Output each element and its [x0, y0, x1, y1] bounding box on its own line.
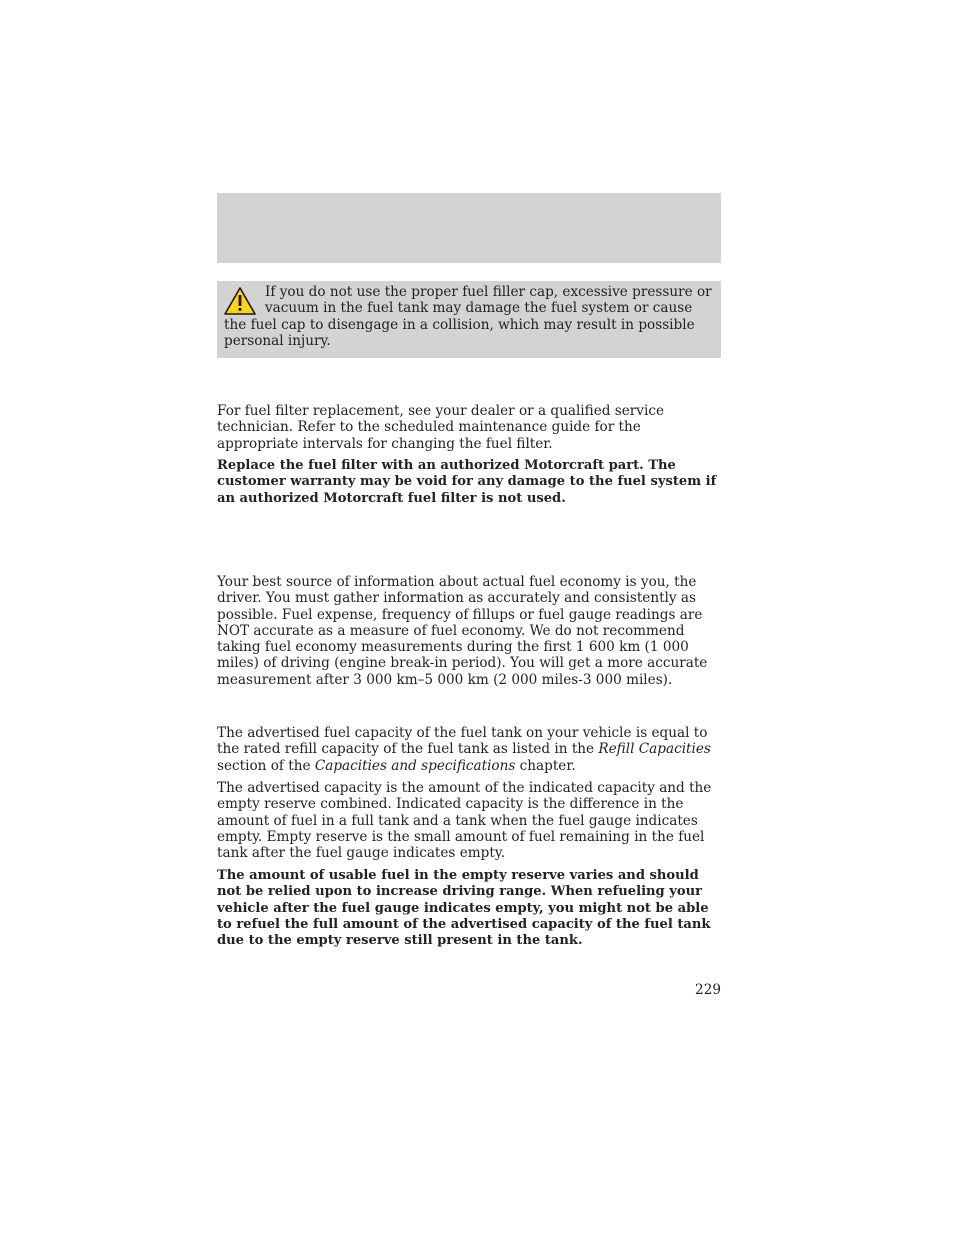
- warning-box: [217, 281, 721, 358]
- capacities-chapter-reference: Capacities and specifications: [314, 757, 516, 774]
- fuel-capacity-warning-note: The amount of usable fuel in the empty reserve varies and should not be relied upon to increase driving range. When refueling your vehicle after the fuel gauge indicates empty, you might not be able to refuel the full amount of the advertised capacity of the fuel tank due to the empty reserve still present in the tank.: [217, 868, 711, 949]
- section-header-band: [217, 193, 721, 263]
- fuel-economy-paragraph: Your best source of information about actual fuel economy is you, the driver. You must gather information as accurately and consistently as possible. Fuel expense, frequency of fillups or fuel gauge readings are NOT accurate as a measure of fuel economy. We do not recommend taking fuel economy measurements during the first 1 600 km (1 000 miles) of driving (engine break-in period). You will get a more accurate measurement after 3 000 km–5 000 km (2 000 miles-3 000 miles).: [217, 574, 708, 688]
- fuel-filter-paragraph: For fuel filter replacement, see your dealer or a qualified service technician. Refer to the scheduled maintenance guide for the appropriate intervals for changing the fuel filter.: [217, 403, 664, 452]
- fuel-capacity-paragraph-1: The advertised fuel capacity of the fuel tank on your vehicle is equal to the rated refill capacity of the fuel tank as listed in the Refill Capacities section of the Capacities and specifications chapter.: [217, 725, 711, 774]
- fuel-filter-warning-note: Replace the fuel filter with an authorized Motorcraft part. The customer warranty may be void for any damage to the fuel system if an authorized Motorcraft fuel filter is not used.: [217, 458, 717, 506]
- warning-text: If you do not use the proper fuel filler cap, excessive pressure or vacuum in the fuel tank may damage the fuel system or cause the fuel cap to disengage in a collision, which may result in possible personal injury.: [224, 284, 712, 349]
- warning-triangle-icon: [223, 286, 257, 316]
- fuel-capacity-paragraph-2: The advertised capacity is the amount of the indicated capacity and the empty reserve combined. Indicated capacity is the difference in the amount of fuel in a full tank and a tank when the fuel gauge indicates empty. Empty reserve is the small amount of fuel remaining in the fuel tank after the fuel gauge indicates empty.: [217, 780, 712, 862]
- refill-capacities-reference: Refill Capacities: [598, 741, 711, 758]
- page-number: 229: [695, 982, 721, 998]
